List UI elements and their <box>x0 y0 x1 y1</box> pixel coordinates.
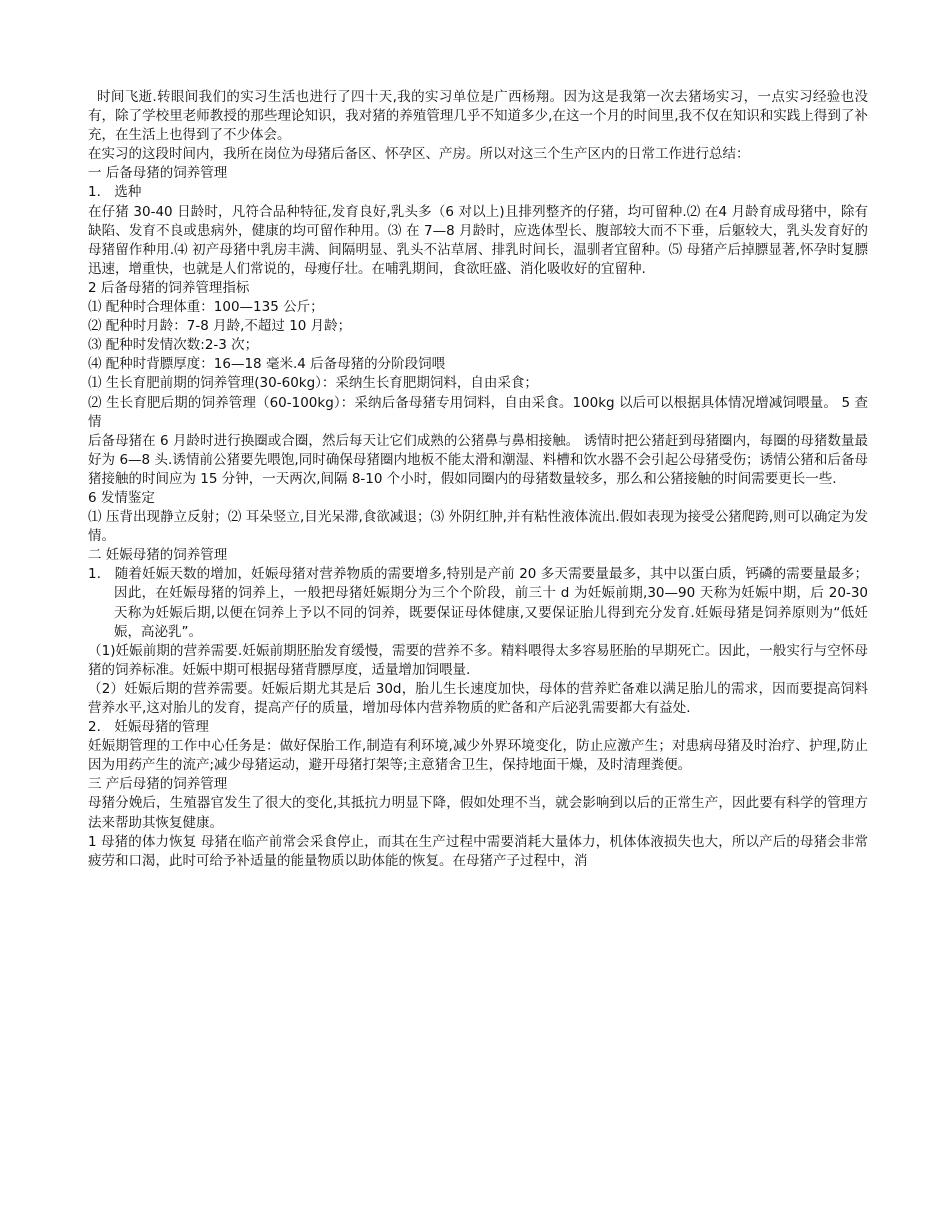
document-body <box>88 88 868 871</box>
pregnancy-nutrition-paragraph: 1． 随着妊娠天数的增加，妊娠母猪对营养物质的需要增多,特别是产前 20 多天需要量最多，其中以蛋白质，钙磷的需要量最多；因此，在妊娠母猪的饲养上，一般把母猪妊娠期分为三个个阶段，前三十 d 为妊娠前期,30—90 天称为妊娠中期，后 20-30 天称为妊娠后期,以便在饲养上予以不同的饲养，既要保证母体健康,又要保证胎儿得到充分发育.妊娠母猪是饲养原则为“低妊娠，高泌乳”。 <box>88 566 868 640</box>
indicator-item-age: ⑵ 配种时月龄：7-8 月龄,不超过 10 月龄； <box>88 318 352 335</box>
indicator-item-backfat: ⑷ 配种时背膘厚度：16—18 毫米.4 后备母猪的分阶段饲喂 <box>88 356 446 373</box>
selection-paragraph: 在仔猪 30-40 日龄时，凡符合品种特征,发育良好,乳头多（6 对以上)且排列整齐的仔猪，均可留种.⑵ 在4 月龄育成母猪中，除有缺陷、发育不良或患病外，健康的均可留作种用。⑶ 在 7—8 月龄时，应选体型长、腹部较大而不下垂，后躯较大，乳头发育好的母猪留作种用.⑷ 初产母猪中乳房丰满、间隔明显、乳头不沾草屑、排乳时间长，温驯者宜留种。⑸ 母猪产后掉膘显著,怀孕时复膘迅速，增重快，也就是人们常说的，母瘦仔壮。在哺乳期间，食欲旺盛、消化吸收好的宜留种. <box>88 203 868 277</box>
subheading-estrus-identification: 6 发情鉴定 <box>88 489 155 506</box>
subheading-indicators: 2 后备母猪的饲养管理指标 <box>88 279 250 296</box>
pregnancy-early-paragraph: （1)妊娠前期的营养需要.妊娠前期胚胎发育缓慢，需要的营养不多。精料喂得太多容易胚胎的早期死亡。因此，一般实行与空怀母猪的饲养标准。妊娠中期可根据母猪背膘厚度，适量增加饲喂量. <box>88 642 868 678</box>
feeding-stage-early: ⑴ 生长育肥前期的饲养管理(30-60kg）：采纳生长育肥期饲料，自由采食； <box>88 375 538 392</box>
work-post-paragraph: 在实习的这段时间内，我所在岗位为母猪后备区、怀孕区、产房。所以对这三个生产区内的日常工作进行总结： <box>88 146 750 163</box>
indicator-item-estrus-count: ⑶ 配种时发情次数:2-3 次； <box>88 337 259 354</box>
feeding-stage-late: ⑵ 生长育肥后期的饲养管理（60-100kg）：采纳后备母猪专用饲料，自由采食。100kg 以后可以根据具体情况增减饲喂量。 5 查情 <box>88 394 868 430</box>
estrus-identification-paragraph: ⑴ 压背出现静立反射；⑵ 耳朵竖立,目光呆滞,食欲减退；⑶ 外阴红肿,并有粘性液体流出.假如表现为接受公猪爬跨,则可以确定为发情。 <box>88 509 868 545</box>
postpartum-recovery-paragraph: 1 母猪的体力恢复 母猪在临产前常会采食停止，而其在生产过程中需要消耗大量体力，机体体液损失也大，所以产后的母猪会非常疲劳和口渴，此时可给予补适量的能量物质以助体能的恢复。在母猪产子过程中，消 <box>88 833 868 869</box>
postpartum-intro-paragraph: 母猪分娩后，生殖器官发生了很大的变化,其抵抗力明显下降，假如处理不当，就会影响到以后的正常生产，因此要有科学的管理方法来帮助其恢复健康。 <box>88 795 868 831</box>
section-heading-1: 一 后备母猪的饲养管理 <box>88 165 228 182</box>
indicator-item-weight: ⑴ 配种时合理体重：100—135 公斤； <box>88 299 324 316</box>
pregnancy-late-paragraph: （2）妊娠后期的营养需要。妊娠后期尤其是后 30d，胎儿生长速度加快，母体的营养贮备难以满足胎儿的需求，因而要提高饲料营养水平,这对胎儿的发育，提高产仔的质量，增加母体内营养物质的贮备和产后泌乳需要都大有益处. <box>88 680 868 716</box>
intro-paragraph: 时间飞逝.转眼间我们的实习生活也进行了四十天,我的实习单位是广西杨翔。因为这是我第一次去猪场实习，一点实习经验也没有，除了学校里老师教授的那些理论知识，我对猪的养殖管理几乎不知道多少,在这一个月的时间里,我不仅在知识和实践上得到了补充，在生活上也得到了不少体会。 <box>88 89 868 144</box>
pregnancy-management-paragraph: 妊娠期管理的工作中心任务是：做好保胎工作,制造有利环境,减少外界环境变化，防止应激产生；对患病母猪及时治疗、护理,防止因为用药产生的流产;减少母猪运动，避开母猪打架等;主意猪舍卫生，保持地面干燥，及时清理粪便。 <box>88 738 868 774</box>
section-heading-3: 三 产后母猪的饲养管理 <box>88 776 228 793</box>
subheading-pregnancy-management: 2． 妊娠母猪的管理 <box>88 719 209 736</box>
estrus-check-paragraph: 后备母猪在 6 月龄时进行换圈或合圈，然后每天让它们成熟的公猪鼻与鼻相接触。 诱情时把公猪赶到母猪圈内，每圈的母猪数量最好为 6—8 头.诱情前公猪要先喂饱,同时确保母猪圈内地板不能太滑和潮湿、料槽和饮水器不会引起公母猪受伤；诱情公猪和后备母猪接触的时间应为 15 分钟，一天两次,间隔 8-10 个小时，假如同圈内的母猪数量较多，那么和公猪接触的时间需要更长一些. <box>88 432 868 487</box>
section-heading-2: 二 妊娠母猪的饲养管理 <box>88 547 228 564</box>
subheading-selection: 1． 选种 <box>88 184 142 201</box>
